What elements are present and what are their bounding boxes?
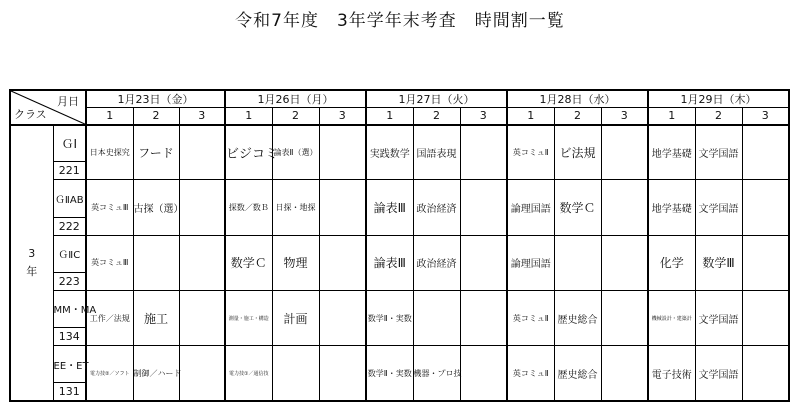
day-header-3: 1月28日（水） (507, 90, 648, 108)
period-header: 1 (86, 108, 133, 125)
exam-cell (179, 346, 225, 401)
exam-cell: 論表Ⅱ（選） (272, 125, 319, 180)
class-number: 131 (53, 383, 86, 401)
period-header: 2 (413, 108, 460, 125)
exam-cell: 文学国語 (695, 125, 742, 180)
exam-cell: 数学Ⅱ・実数 (366, 290, 413, 345)
day-header-1: 1月26日（月） (225, 90, 366, 108)
period-header: 3 (742, 108, 789, 125)
exam-cell (460, 180, 507, 235)
exam-cell: 測量・施工・構造 (225, 290, 272, 345)
exam-cell (601, 290, 648, 345)
timetable (9, 89, 790, 402)
exam-cell: 施工 (133, 290, 179, 345)
exam-cell: 文学国語 (695, 346, 742, 401)
grade-cell (10, 125, 53, 401)
grade-number: 3 (28, 246, 36, 260)
period-header: 2 (133, 108, 179, 125)
exam-cell (460, 346, 507, 401)
exam-cell: 政治経済 (413, 180, 460, 235)
exam-cell (460, 125, 507, 180)
period-header: 3 (179, 108, 225, 125)
exam-cell (319, 125, 366, 180)
exam-cell: ビ法規 (554, 125, 601, 180)
period-header: 2 (272, 108, 319, 125)
exam-cell: 電力技②／ソフト (86, 346, 133, 401)
exam-cell: 日本史探究 (86, 125, 133, 180)
period-header: 1 (366, 108, 413, 125)
exam-cell (742, 346, 789, 401)
exam-cell (601, 180, 648, 235)
class-number: 221 (53, 162, 86, 180)
day-header-2: 1月27日（火） (366, 90, 507, 108)
exam-cell: 数学Ⅲ (695, 235, 742, 290)
exam-cell (319, 346, 366, 401)
exam-cell: フード (133, 125, 179, 180)
exam-cell (460, 235, 507, 290)
exam-cell: 英コミュⅢ (86, 235, 133, 290)
period-header: 2 (695, 108, 742, 125)
exam-cell: 実践数学 (366, 125, 413, 180)
period-header: 3 (460, 108, 507, 125)
exam-cell: 国語表現 (413, 125, 460, 180)
period-header: 3 (601, 108, 648, 125)
exam-cell: 物理 (272, 235, 319, 290)
exam-cell: 論理国語 (507, 235, 554, 290)
exam-cell: 歴史総合 (554, 290, 601, 345)
exam-cell: 化学 (648, 235, 695, 290)
exam-cell: 英コミュⅡ (507, 346, 554, 401)
exam-cell: 文学国語 (695, 290, 742, 345)
class-group: ＧⅡC (53, 235, 86, 272)
day-header-4: 1月29日（木） (648, 90, 789, 108)
exam-cell (413, 290, 460, 345)
exam-cell: 数学Ⅱ・実数 (366, 346, 413, 401)
exam-cell: 地学基礎 (648, 180, 695, 235)
class-label: クラス (14, 107, 47, 121)
class-group: ＧⅠ (53, 125, 86, 162)
exam-cell (179, 235, 225, 290)
exam-cell (601, 235, 648, 290)
period-header: 2 (554, 108, 601, 125)
exam-cell (601, 346, 648, 401)
exam-cell: 英コミュⅡ (507, 290, 554, 345)
exam-cell (554, 235, 601, 290)
period-header: 1 (507, 108, 554, 125)
exam-cell: 探数／数Ｂ (225, 180, 272, 235)
exam-cell: 計画 (272, 290, 319, 345)
class-number: 223 (53, 272, 86, 290)
exam-cell (179, 125, 225, 180)
exam-cell (272, 346, 319, 401)
class-group: MM・MA (53, 290, 86, 327)
period-header: 1 (648, 108, 695, 125)
class-group: EE・ET (53, 346, 86, 383)
class-group: ＧⅡAB (53, 180, 86, 217)
day-header-0: 1月23日（金） (86, 90, 225, 108)
exam-cell: 工作／法規 (86, 290, 133, 345)
exam-cell: 英コミュⅡ (507, 125, 554, 180)
exam-cell: 機器・プロ技 (413, 346, 460, 401)
class-number: 134 (53, 328, 86, 346)
exam-cell (319, 180, 366, 235)
exam-cell (319, 290, 366, 345)
exam-cell: 論表Ⅲ (366, 180, 413, 235)
exam-cell: 数学Ｃ (225, 235, 272, 290)
exam-cell: 歴史総合 (554, 346, 601, 401)
exam-cell: 政治経済 (413, 235, 460, 290)
exam-cell: 機械設計・建築計 (648, 290, 695, 345)
exam-cell: 英コミュⅢ (86, 180, 133, 235)
exam-cell (179, 290, 225, 345)
page-title: 令和7年度 3年学年末考査 時間割一覧 (235, 11, 565, 31)
exam-cell: 文学国語 (695, 180, 742, 235)
exam-cell: 地学基礎 (648, 125, 695, 180)
exam-cell: 論理国語 (507, 180, 554, 235)
exam-cell: 電力技①／通信技 (225, 346, 272, 401)
exam-cell: 電子技術 (648, 346, 695, 401)
month-day-label: 月日 (57, 95, 79, 108)
grade-label: 年 (26, 264, 38, 278)
exam-cell: ビジコミ (225, 125, 272, 180)
exam-cell (179, 180, 225, 235)
exam-cell (133, 235, 179, 290)
exam-cell (742, 180, 789, 235)
exam-cell: 日探・地探 (272, 180, 319, 235)
exam-cell (742, 290, 789, 345)
exam-cell (742, 235, 789, 290)
exam-cell (319, 235, 366, 290)
exam-cell: 数学Ｃ (554, 180, 601, 235)
exam-cell: 古探（選） (133, 180, 179, 235)
period-header: 3 (319, 108, 366, 125)
period-header: 1 (225, 108, 272, 125)
header-corner (10, 90, 86, 125)
exam-cell (601, 125, 648, 180)
class-number: 222 (53, 217, 86, 235)
exam-cell: 制御／ハード (133, 346, 179, 401)
exam-cell: 論表Ⅲ (366, 235, 413, 290)
exam-cell (460, 290, 507, 345)
exam-cell (742, 125, 789, 180)
